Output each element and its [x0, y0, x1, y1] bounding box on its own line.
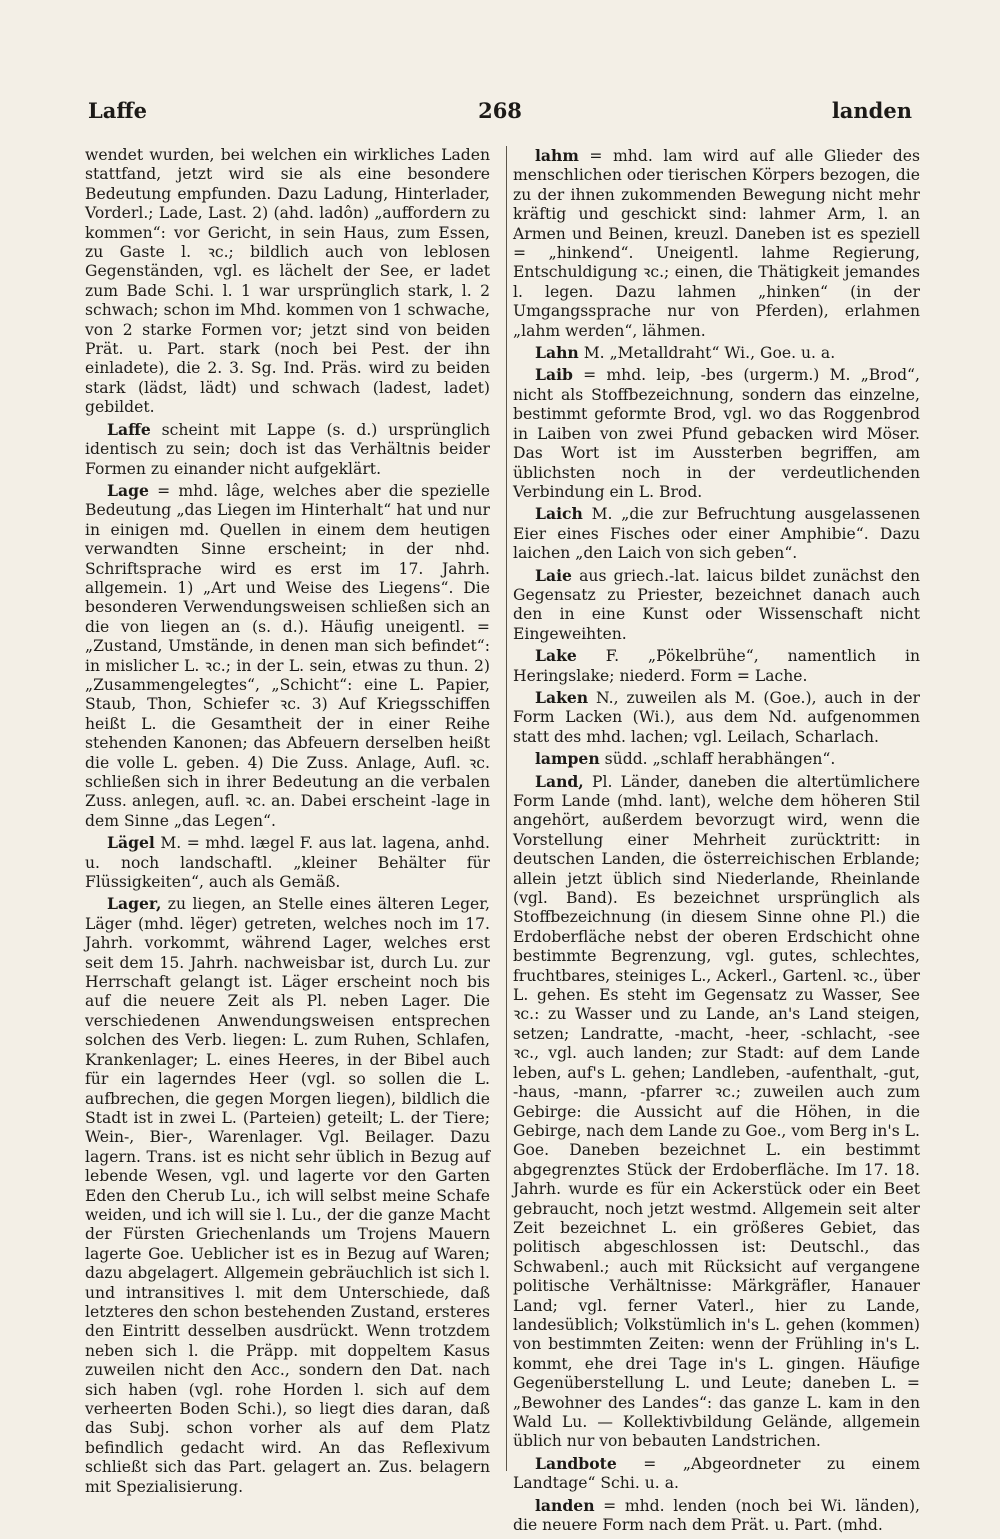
dictionary-entry — [513, 566, 920, 645]
entry-text: = mhd. lenden (noch bei Wi. länden), die neuere Form nach dem Prät. u. Part. (mhd. — [513, 1496, 920, 1535]
dictionary-entry — [513, 504, 920, 563]
left-column — [85, 146, 490, 1499]
entry-text: scheint mit Lappe (s. d.) ursprünglich identisch zu sein; doch ist das Verhältnis beider Formen zu einander nicht aufgeklärt. — [85, 420, 490, 478]
entry-headword: Lager, — [107, 894, 162, 914]
entry-text: M. „Metalldraht“ Wi., Goe. u. a. — [583, 344, 836, 363]
entry-text: = mhd. lam wird auf alle Glieder des menschlichen oder tierischen Körpers bezogen, die zu der ihnen zukommenden Bewegung nicht mehr kräftig und geschickt sind: lahmer Arm, l. an Armen und Beinen, kreuzl. Daneben ist es speziell = „hinkend“. Uneigentl. lahme Regierung, Entschuldigung ꝛc.; einen, die Thätigkeit jemandes l. legen. Dazu lahmen „hinken“ (in der Umgangssprache nur von Pferden), erlahmen „lahm werden“, lähmen. — [513, 147, 920, 340]
running-header — [88, 98, 912, 132]
entry-text: südd. „schlaff herabhängen“. — [604, 750, 836, 769]
entry-text: = mhd. lâge, welches aber die spezielle Bedeutung „das Liegen im Hinterhalt“ hat und nur in einigen md. Quellen in einem dem heutigen verwandten Sinne erscheint; in der nhd. Schriftsprache wird es erst im 17. Jahrh. allgemein. 1) „Art und Weise des Liegens“. Die besonderen Verwendungsweisen schließen sich an die von liegen an (s. d.). Häufig uneigentl. = „Zustand, Umstände, in denen man sich befindet“: in mislicher L. ꝛc.; in der L. sein, etwas zu thun. 2) „Zusammengelegtes“, „Schicht“: eine L. Papier, Staub, Thon, Schiefer ꝛc. 3) Auf Kriegsschiffen heißt L. die Gesamtheit der in einer Reihe stehenden Kanonen; das Abfeuern derselben heißt die volle L. geben. 4) Die Zuss. Anlage, Aufl. ꝛc. schließen sich in ihrer Bedeutung an die verbalen Zuss. anlegen, aufl. ꝛc. an. Dabei erscheint -lage in dem Sinne „das Legen“. — [85, 481, 490, 830]
entry-headword: Lake — [535, 646, 577, 666]
entry-headword: lahm — [535, 146, 579, 165]
dictionary-entry — [513, 365, 920, 502]
entry-headword: Laie — [535, 565, 572, 585]
entry-headword: Laib — [535, 365, 573, 385]
dictionary-entry — [513, 343, 920, 363]
entry-headword: Land, — [535, 771, 584, 791]
entry-text: = „Abgeordneter zu einem Landtage“ Schi. u. a. — [513, 1454, 920, 1493]
dictionary-entry — [513, 772, 920, 1452]
dictionary-entry — [85, 894, 490, 1497]
entry-headword: Laffe — [107, 419, 151, 439]
dictionary-entry — [513, 688, 920, 747]
entry-headword: Lage — [107, 480, 149, 500]
dictionary-entry — [85, 146, 490, 418]
entry-headword: Laken — [535, 687, 589, 707]
page-number: 268 — [478, 98, 522, 123]
header-left-word: Laffe — [88, 98, 147, 123]
column-divider — [506, 146, 507, 1471]
entry-headword: Landbote — [535, 1453, 617, 1473]
entry-text: = mhd. leip, -bes (urgerm.) M. „Brod“, nicht als Stoffbezeichnung, sondern das einzelne, bestimmt geformte Brod, vgl. wo das Roggenbrod in Laiben von zwei Pfund gebacken wird Möser. Das Wort ist im Aussterben begriffen, am üblichsten noch in der verdeutlichenden Verbindung ein L. Brod. — [513, 366, 920, 501]
entry-text: zu liegen, an Stelle eines älteren Leger, Läger (mhd. lëger) getreten, welches noch im 17. Jahrh. vorkommt, während Lager, welches erst seit dem 15. Jahrh. nachweisbar ist, durch Lu. zur Herrschaft gelangt ist. Läger erscheint noch bis auf die neuere Zeit als Pl. neben Lager. Die verschiedenen Anwendungsweisen entsprechen solchen des Verb. liegen: L. zum Ruhen, Schlafen, Krankenlager; L. eines Heeres, in der Bibel auch für ein lagerndes Heer (vgl. so sollen die L. aufbrechen, die gegen Morgen liegen), bildlich die Stadt ist in zwei L. (Parteien) geteilt; L. der Tiere; Wein-, Bier-, Warenlager. Vgl. Beilager. Dazu lagern. Trans. ist es nicht sehr üblich in Bezug auf lebende Wesen, vgl. und lagerte vor den Garten Eden den Cherub Lu., ich will selbst meine Schafe weiden, und ich will sie l. Lu., der die ganze Macht der Fürsten Griechenlands um Trojens Mauern lagerte Goe. Ueblicher ist es in Bezug auf Waren; dazu abgelagert. Allgemein gebräuchlich ist sich l. und intransitives l. mit dem Unterschiede, daß letzteres den schon bestehenden Zustand, ersteres den Eintritt desselben ausdrückt. Wenn trotzdem neben sich l. die Präpp. mit doppeltem Kasus zuweilen nicht den Acc., sondern den Dat. nach sich haben (vgl. rohe Horden l. sich auf dem verheerten Boden Schi.), so liegt dies daran, daß das Subj. schon vorher als auf dem Platz befindlich gedacht wird. An das Reflexivum schließt sich das Part. gelagert an. Zus. belagern mit Spezialisierung. — [85, 895, 490, 1496]
dictionary-entry — [85, 481, 490, 831]
dictionary-entry — [85, 420, 490, 479]
dictionary-entry — [513, 749, 920, 769]
right-column — [513, 146, 920, 1537]
dictionary-entry — [513, 146, 920, 341]
entry-text: aus griech.-lat. laicus bildet zunächst den Gegensatz zu Priester, bezeichnet danach auch den in eine Kunst oder Wissenschaft nicht Eingeweihten. — [513, 566, 920, 643]
dictionary-entry — [513, 1496, 920, 1536]
entry-text: F. „Pökelbrühe“, namentlich in Heringslake; niederd. Form = Lache. — [513, 647, 920, 685]
entry-text: M. = mhd. lægel F. aus lat. lagena, anhd. u. noch landschaftl. „kleiner Behälter für Flüssigkeiten“, auch als Gemäß. — [85, 834, 490, 892]
dictionary-entry — [513, 646, 920, 686]
entry-text: Pl. Länder, daneben die altertümlichere Form Lande (mhd. lant), welche dem höheren Stil angehört, außerdem bevorzugt wird, wenn die Vorstellung einer Mehrheit zurücktritt: in deutschen Landen, die österreichischen Erblande; allein jetzt üblich sind Niederlande, Rheinlande (vgl. Band). Es bezeichnet ursprünglich als Stoffbezeichnung (in diesem Sinne ohne Pl.) die Erdoberfläche nebst der oberen Erdschicht ohne bestimmte Begrenzung, vgl. gutes, schlechtes, fruchtbares, steiniges L., Ackerl., Gartenl. ꝛc., über L. gehen. Es steht im Gegensatz zu Wasser, See ꝛc.: zu Wasser und zu Lande, an's Land steigen, setzen; Landratte, -macht, -heer, -schlacht, -see ꝛc., vgl. auch landen; zur Stadt: auf dem Lande leben, auf's L. gehen; Landleben, -aufenthalt, -gut, -haus, -mann, -pfarrer ꝛc.; zuweilen auch zum Gebirge: die Aussicht auf die Höhen, in die Gebirge, nach dem Lande zu Goe., vom Berg in's L. Goe. Daneben bezeichnet L. ein bestimmt abgegrenztes Stück der Erdoberfläche. Im 17. 18. Jahrh. wurde es für ein Ackerstück oder ein Beet gebraucht, noch jetzt westmd. Allgemein seit alter Zeit bezeichnet L. ein größeres Gebiet, das politisch abgeschlossen ist: Deutschl., das Schwabenl.; auch mit Rücksicht auf vergangene politische Verhältnisse: Märkgräfler, Hanauer Land; vgl. ferner Vaterl., hier zu Lande, landesüblich; Volkstümlich in's L. gehen (kommen) von bestimmten Zeiten: wenn der Frühling in's L. kommt, ehe drei Tage in's L. gingen. Häufige Gegenüberstellung L. und Leute; daneben L. = „Bewohner des Landes“: das ganze L. kam in den Wald Lu. — Kollektivbildung Gelände, allgemein üblich nur von bebauten Landstrichen. — [513, 772, 920, 1451]
entry-headword: landen — [535, 1495, 595, 1515]
dictionary-entry — [513, 1454, 920, 1494]
entry-headword: Lahn — [535, 343, 579, 363]
entry-text: wendet wurden, bei welchen ein wirkliches Laden stattfand, jetzt wird sie als eine besondere Bedeutung empfunden. Dazu Ladung, Hinterlader, Vorderl.; Lade, Last. 2) (ahd. ladôn) „auffordern zu kommen“: vor Gericht, in sein Haus, zum Essen, zu Gaste l. ꝛc.; bildlich auch von leblosen Gegenständen, vgl. es lächelt der See, er ladet zum Bade Schi. l. 1 war ursprünglich stark, l. 2 schwach; schon im Mhd. kommen von 1 schwache, von 2 starke Formen vor; jetzt sind von beiden Prät. u. Part. stark (noch bei Pest. der ihn einladete), die 2. 3. Sg. Ind. Präs. wird zu beiden stark (lädst, lädt) und schwach (ladest, ladet) gebildet. — [85, 146, 490, 417]
entry-headword: lampen — [535, 749, 600, 769]
entry-headword: Lägel — [107, 833, 155, 853]
entry-text: N., zuweilen als M. (Goe.), auch in der Form Lacken (Wi.), aus dem Nd. aufgenommen statt des mhd. lachen; vgl. Leilach, Scharlach. — [513, 688, 920, 746]
header-right-word: landen — [831, 98, 912, 123]
dictionary-entry — [85, 833, 490, 892]
entry-text: M. „die zur Befruchtung ausgelassenen Eier eines Fisches oder einer Amphibie“. Dazu laichen „den Laich von sich geben“. — [513, 505, 920, 563]
entry-headword: Laich — [535, 504, 583, 524]
